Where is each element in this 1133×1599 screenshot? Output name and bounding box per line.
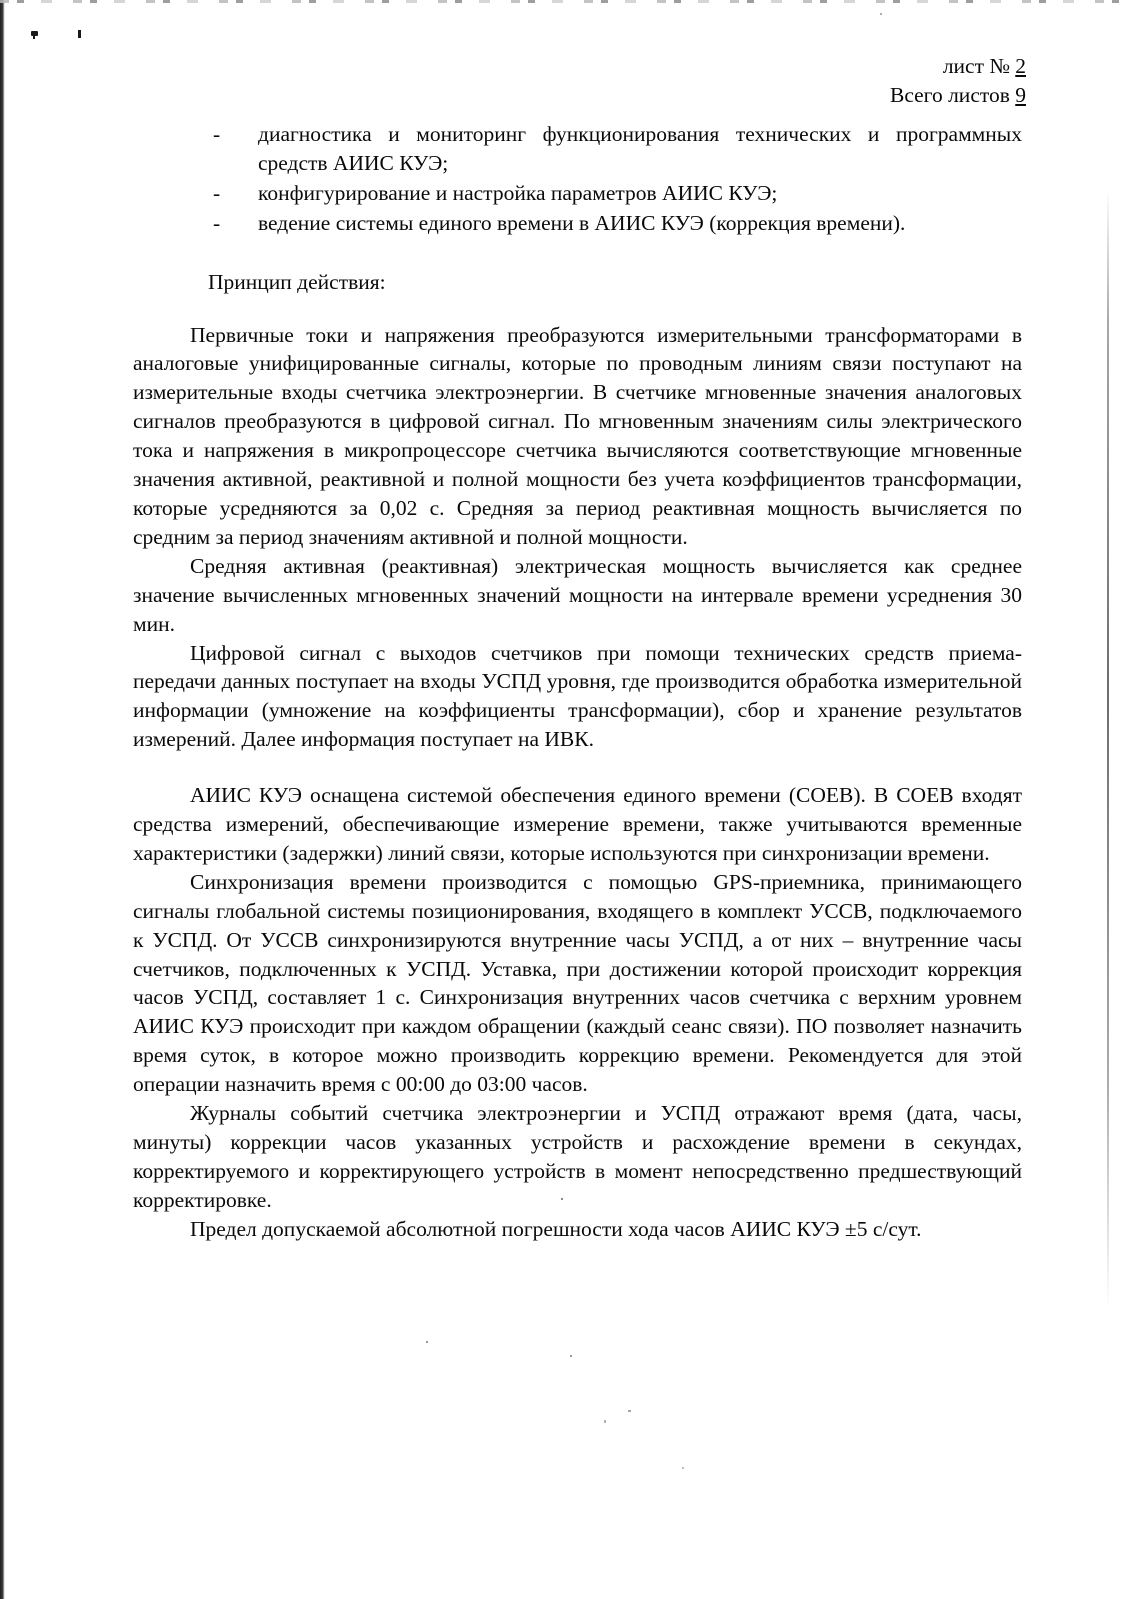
bullet-marker-icon: - xyxy=(213,180,221,205)
total-sheets-value: 9 xyxy=(1015,82,1026,107)
document-body xyxy=(133,120,1022,1244)
sheet-label: лист № xyxy=(942,54,1010,78)
scan-speck xyxy=(31,31,38,36)
list-item-text: конфигурирование и настройка параметров АИИС КУЭ; xyxy=(258,180,778,205)
body-paragraph: Журналы событий счетчика электроэнергии и УСПД отражают время (дата, часы, минуты) коррекции часов указанных устройств и расхождение времени в секундах, корректируемого и корректирующего устройств в момент непосредственно предшествующий корректировке. xyxy=(133,1101,1022,1212)
list-item xyxy=(133,120,1022,178)
scan-speck xyxy=(426,1341,428,1343)
body-paragraph: Синхронизация времени производится с помощью GPS-приемника, принимающего сигналы глобальной системы позиционирования, входящего в комплект УССВ, подключаемого к УСПД. От УССВ синхронизируются внутренние часы УСПД, а от них – внутренние часы счетчиков, подключенных к УСПД. Уставка, при достижении которой происходит коррекция часов УСПД, составляет 1 с. Синхронизация внутренних часов счетчика с верхним уровнем АИИС КУЭ происходит при каждом обращении (каждый сеанс связи). ПО позволяет назначить время суток, в которое можно производить коррекцию времени. Рекомендуется для этой операции назначить время с 00:00 до 03:00 часов. xyxy=(133,869,1022,1097)
body-paragraph: АИИС КУЭ оснащена системой обеспечения единого времени (СОЕВ). В СОЕВ входят средства измерений, обеспечивающие измерение времени, также учитываются временные характеристики (задержки) линий связи, которые используются при синхронизации времени. xyxy=(133,783,1022,865)
body-paragraph: Средняя активная (реактивная) электрическая мощность вычисляется как среднее значение вычисленных мгновенных значений мощности на интервале времени усреднения 30 мин. xyxy=(133,553,1022,636)
list-item-text: диагностика и мониторинг функционирования технических и программных средств АИИС КУЭ; xyxy=(258,122,1022,175)
list-item-text: ведение системы единого времени в АИИС КУЭ (коррекция времени). xyxy=(258,210,906,235)
scan-artifact-right-edge xyxy=(1107,190,1109,1310)
scan-speck xyxy=(682,1467,684,1469)
scan-artifact-top-edge xyxy=(0,0,1133,3)
scan-speck xyxy=(604,1420,606,1423)
total-sheets-line xyxy=(890,81,1026,110)
section-heading: Принцип действия: xyxy=(208,269,386,294)
bullet-marker-icon: - xyxy=(213,122,221,146)
list-item xyxy=(133,179,1022,208)
body-paragraph: Цифровой сигнал с выходов счетчиков при помощи технических средств приема-передачи данных поступает на входы УСПД уровня, где производится обработка измерительной информации (умножение на коэффициенты трансформации), сбор и хранение результатов измерений. Далее информация поступает на ИВК. xyxy=(133,640,1022,752)
page-header xyxy=(890,52,1026,109)
scan-speck xyxy=(628,1410,631,1412)
scan-speck xyxy=(880,13,882,15)
sheet-number-line xyxy=(890,52,1026,81)
scan-speck xyxy=(78,30,81,38)
scan-speck xyxy=(570,1355,572,1357)
body-paragraph: Первичные токи и напряжения преобразуются измерительными трансформаторами в аналоговые унифицированные сигналы, которые по проводным линиям связи поступают на измерительные входы счетчика электроэнергии. В счетчике мгновенные значения аналоговых сигналов преобразуются в цифровой сигнал. По мгновенным значениям силы электрического тока и напряжения в микропроцессоре счетчика вычисляются соответствующие мгновенные значения активной, реактивной и полной мощности без учета коэффициентов трансформации, которые усредняются за 0,02 с. Средняя за период реактивная мощность вычисляется по средним за период значениям активной и полной мощности. xyxy=(133,322,1022,549)
scan-artifact-left-edge xyxy=(0,0,5,1599)
bullet-marker-icon: - xyxy=(213,210,221,235)
total-sheets-label: Всего листов xyxy=(889,82,1010,107)
list-item xyxy=(133,209,1022,238)
functions-bullet-list xyxy=(133,120,1022,238)
sheet-number-value: 2 xyxy=(1015,54,1026,78)
body-paragraph: Предел допускаемой абсолютной погрешности хода часов АИИС КУЭ ±5 с/сут. xyxy=(190,1216,922,1241)
